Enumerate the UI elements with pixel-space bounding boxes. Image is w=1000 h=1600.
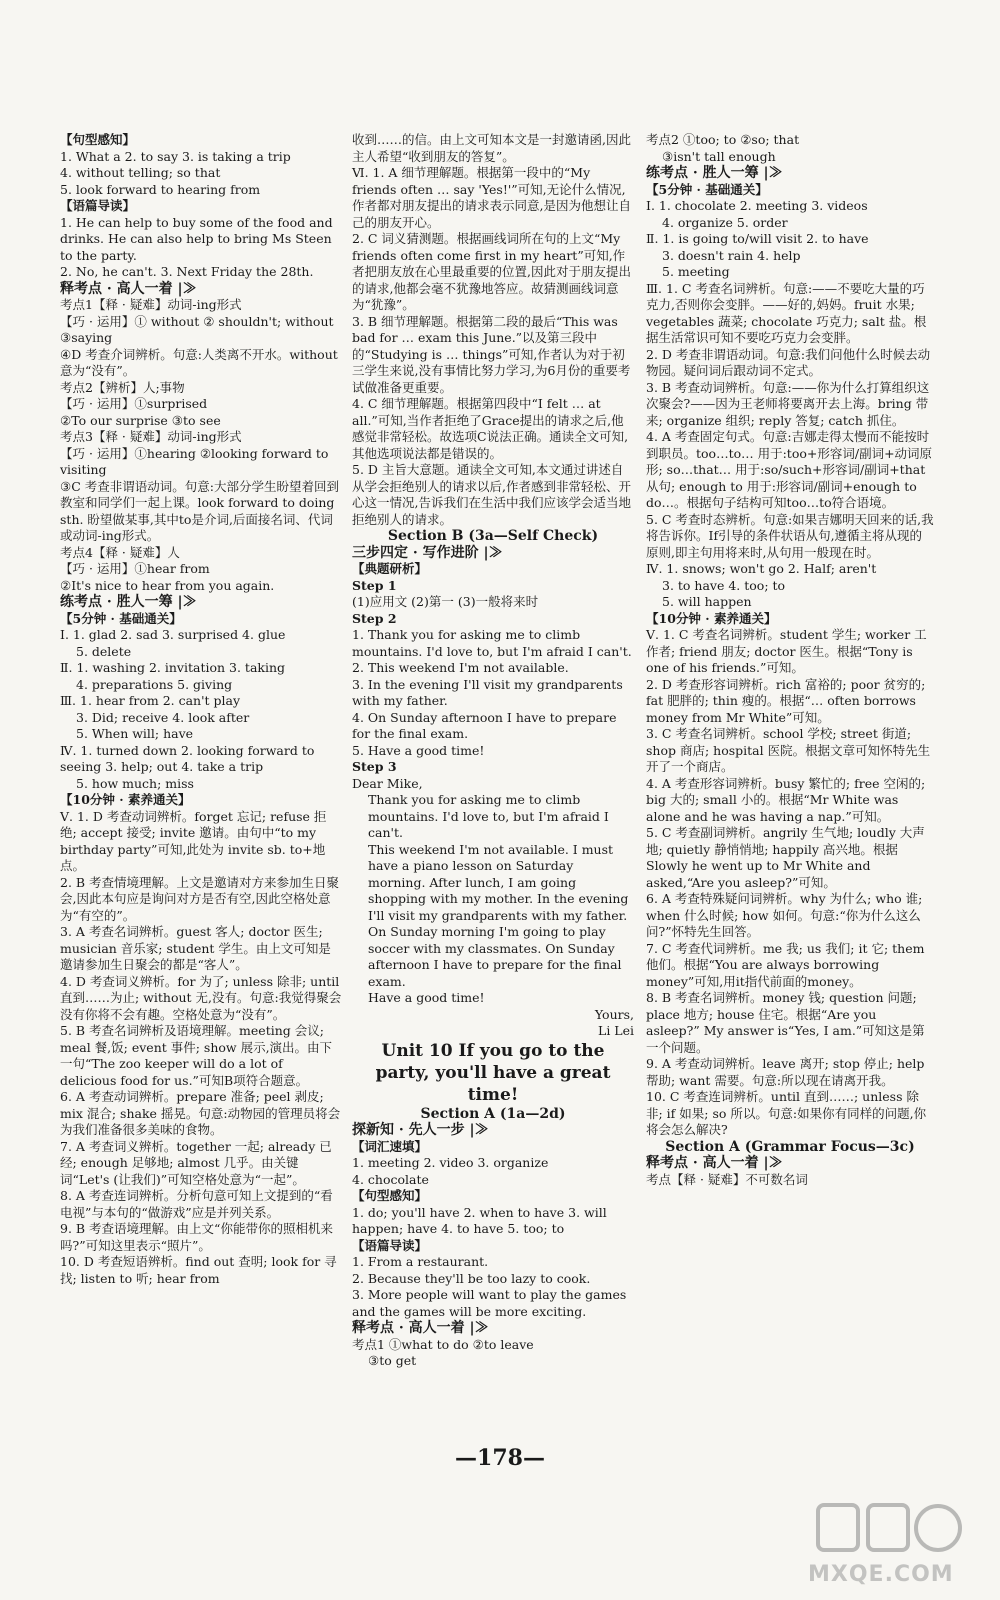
watermark-icon xyxy=(808,1500,968,1560)
col1-line: 5. B 考查名词辨析及语境理解。meeting 会议; meal 餐,饭; event 事件; show 展示,演出。由下一句“The zoo keeper will do a lot of delicious food for us.”可知B项符合题意。 xyxy=(60,1023,333,1088)
col2-line: 5. Have a good time! xyxy=(352,742,485,758)
col1-line: 4. D 考查词义辨析。for 为了; unless 除非; until 直到……为止; without 无,没有。句意:我觉得聚会没有你将不会有趣。空格处意为“没有”。 xyxy=(60,973,342,1022)
col1-line: 2. B 考查情境理解。上文是邀请对方来参加生日聚会,因此本句应是询问对方是否有空,因此空格处意为“有空的”。 xyxy=(60,874,340,923)
col3-line: 4. A 考查形容词辨析。busy 繁忙的; free 空闲的; big 大的; small 小的。根据“Mr White was alone and he was having a nap.”可知。 xyxy=(646,775,926,824)
col3-line: 2. D 考查形容词辨析。rich 富裕的; poor 贫穷的; fat 肥胖的; thin 瘦的。根据“… often borrows money from Mr White”可知。 xyxy=(646,676,926,725)
col2-line: 三步四定 · 写作进阶 |≫ xyxy=(352,544,503,561)
col1-line: 3. Did; receive 4. look after xyxy=(76,709,250,725)
col1-line: 【巧 · 运用】①surprised xyxy=(60,396,208,411)
col3-line: 8. B 考查名词辨析。money 钱; question 问题; place 地方; house 住宅。根据“Are you asleep?” My answer is“Yes, I am.”可知这是第一个问题。 xyxy=(646,990,925,1055)
col1-line: Ⅳ. 1. turned down 2. looking forward to seeing 3. help; out 4. take a trip xyxy=(60,742,315,774)
watermark-logo xyxy=(808,1500,968,1590)
col1-line: 8. A 考查连词辨析。分析句意可知上文提到的“看电视”与本句的“做游戏”应是并列关系。 xyxy=(60,1188,333,1220)
col2-line: 考点1 ①what to do ②to leave xyxy=(352,1336,534,1352)
col3-line: 5. will happen xyxy=(662,594,752,609)
col3-line: ③isn't tall enough xyxy=(662,148,776,164)
col1-line: Ⅱ. 1. washing 2. invitation 3. taking xyxy=(60,660,286,675)
col1-line: ③C 考查非谓语动词。句意:大部分学生盼望着回到教室和同学们一起上课。look forward to doing sth. 盼望做某事,其中to是介词,后面接名词、代词或动词-ing形式。 xyxy=(60,478,339,543)
col1-line: 4. preparations 5. giving xyxy=(76,676,233,692)
col3-line: 7. C 考查代词辨析。me 我; us 我们; it 它; them 他们。根据“You are always borrowing money”可知,用it指代前面的money。 xyxy=(646,940,925,989)
col2-line: 1. Thank you for asking me to climb mountains. I'd love to, but I'm afraid I can't. xyxy=(352,627,632,659)
col1-line: 【句型感知】 xyxy=(60,132,136,147)
col2-line: 探新知 · 先人一步 |≫ xyxy=(352,1122,489,1138)
col1-line: 2. No, he can't. 3. Next Friday the 28th. xyxy=(60,264,314,279)
col1-line: 5. delete xyxy=(76,643,132,659)
col3-line: 考点【释 · 疑难】不可数名词 xyxy=(646,1171,808,1187)
col2-line: 【语篇导读】 xyxy=(352,1237,428,1253)
col3-line: 【5分钟 · 基础通关】 xyxy=(646,181,768,197)
col2-line: 【典题研析】 xyxy=(352,561,428,576)
col2-line: (1)应用文 (2)第一 (3)一般将来时 xyxy=(352,594,539,609)
col1-line: Ⅲ. 1. hear from 2. can't play xyxy=(60,693,241,708)
col2-line: Thank you for asking me to climb mountains. I'd love to, but I'm afraid I can't. xyxy=(368,792,609,840)
col1-line: 7. A 考查词义辨析。together 一起; already 已经; enough 足够地; almost 几乎。由关键词“Let's (让我们)”可知空格处意为“一起”。 xyxy=(60,1138,332,1187)
col2-line: Unit 10 If you go to the party, you'll have a great time! xyxy=(375,1040,611,1105)
col1-line: 【10分钟 · 素养通关】 xyxy=(60,792,191,807)
col1-line: 【5分钟 · 基础通关】 xyxy=(60,610,182,626)
col2-line: Step 1 xyxy=(352,577,397,593)
col1-line: 练考点 · 胜人一筹 |≫ xyxy=(60,594,197,610)
col2-line: 4. On Sunday afternoon I have to prepare for the final exam. xyxy=(352,709,617,741)
col2-line: 【句型感知】 xyxy=(352,1188,428,1203)
col1-line: 6. A 考查动词辨析。prepare 准备; peel 剥皮; mix 混合; shake 摇晃。句意:动物园的管理员将会为我们准备很多美味的食物。 xyxy=(60,1089,341,1137)
col3-line: Ⅲ. 1. C 考查名词辨析。句意:——不要吃大量的巧克力,否则你会变胖。——好的,妈妈。fruit 水果; vegetables 蔬菜; chocolate 巧克力; salt 盐。根据生活常识可知不要吃巧克力会变胖。 xyxy=(646,280,927,345)
col3-line: Ⅰ. 1. chocolate 2. meeting 3. videos xyxy=(646,198,868,213)
column-middle xyxy=(352,132,634,1370)
watermark-text: MXQE.COM xyxy=(808,1562,954,1587)
col2-line: 1. do; you'll have 2. when to have 3. will happen; have 4. to have 5. too; to xyxy=(352,1204,607,1236)
col1-line: 【巧 · 运用】①hearing ②looking forward to visiting xyxy=(60,445,329,477)
col3-line: 练考点 · 胜人一筹 |≫ xyxy=(646,165,783,181)
col2-line: Dear Mike, xyxy=(352,775,423,791)
col2-line: This weekend I'm not available. I must have a piano lesson on Saturday morning. After lunch, I am going shopping with my mother. In the evening I'll visit my grandparents with my father. On Sunday morning I'm going to play soccer with my classmates. On Sunday afternoon I have to prepare for the final exam. xyxy=(368,841,629,989)
col3-line: 9. A 考查动词辨析。leave 离开; stop 停止; help 帮助; want 需要。句意:所以现在请离开我。 xyxy=(646,1056,925,1088)
col2-line: 4. C 细节理解题。根据第四段中“I felt … at all.”可知,当作者拒绝了Grace提出的请求之后,他感觉非常轻松。故选项C说法正确。通读全文可知,其他选项说法都是错误的。 xyxy=(352,396,629,461)
col3-line: 5. C 考查时态辨析。句意:如果吉娜明天回来的话,我将告诉你。If引导的条件状语从句,遵循主将从现的原则,即主句用将来时,从句用一般现在时。 xyxy=(646,511,934,560)
col1-line: Ⅴ. 1. D 考查动词辨析。forget 忘记; refuse 拒绝; accept 接受; invite 邀请。由句中“to my birthday party”可知,此处为 invite sb. to+地点。 xyxy=(60,808,327,873)
col1-line: 1. What a 2. to say 3. is taking a trip xyxy=(60,148,291,164)
col1-line: 【语篇导读】 xyxy=(60,198,136,213)
col2-line: 【词汇速填】 xyxy=(352,1138,428,1154)
col3-line: 【10分钟 · 素养通关】 xyxy=(646,610,777,626)
col1-line: 3. A 考查名词辨析。guest 客人; doctor 医生; musician 音乐家; student 学生。由上文可知是邀请参加生日聚会的都是“客人”。 xyxy=(60,924,331,972)
col3-line: 3. doesn't rain 4. help xyxy=(662,247,801,263)
col3-line: Ⅴ. 1. C 考查名词辨析。student 学生; worker 工作者; friend 朋友; doctor 医生。根据“Tony is one of his friends.”可知。 xyxy=(646,627,927,675)
col1-line: 9. B 考查语境理解。由上文“你能带你的照相机来吗?”可知这里表示“照片”。 xyxy=(60,1221,333,1253)
col2-line: 收到……的信。由上文可知本文是一封邀请函,因此主人希望“收到朋友的答复”。 xyxy=(352,132,631,164)
col3-line: 2. D 考查非谓语动词。句意:我们问他什么时候去动物园。疑问词后跟动词不定式。 xyxy=(646,346,931,378)
col3-line: 6. A 考查特殊疑问词辨析。why 为什么; who 谁; when 什么时候; how 如何。句意:“你为什么这么问?”怀特先生回答。 xyxy=(646,891,923,939)
col2-line: ③to get xyxy=(368,1353,417,1368)
col1-line: 释考点 · 高人一着 |≫ xyxy=(60,280,197,297)
col1-line: ④D 考查介词辨析。句意:人类离不开水。without意为“没有”。 xyxy=(60,346,338,378)
col2-line: Yours, xyxy=(594,1006,634,1022)
col3-line: 考点2 ①too; to ②so; that xyxy=(646,132,800,147)
col1-line: ②It's nice to hear from you again. xyxy=(60,577,275,593)
col1-line: 【巧 · 运用】①hear from xyxy=(60,561,210,576)
col3-line: 5. C 考查副词辨析。angrily 生气地; loudly 大声地; quietly 静悄悄地; happily 高兴地。根据 Slowly he went up to Mr White and asked,“Are you asleep?”可知。 xyxy=(646,825,925,890)
col1-line: 考点1【释 · 疑难】动词-ing形式 xyxy=(60,297,242,312)
col2-line: 2. Because they'll be too lazy to cook. xyxy=(352,1270,591,1286)
col1-line: 10. D 考查短语辨析。find out 查明; look for 寻找; listen to 听; hear from xyxy=(60,1254,337,1286)
col1-line: 【巧 · 运用】① without ② shouldn't; without ③saying xyxy=(60,313,334,345)
col3-line: Ⅳ. 1. snows; won't go 2. Half; aren't xyxy=(646,561,877,576)
col3-line: Ⅱ. 1. is going to/will visit 2. to have xyxy=(646,231,869,246)
col2-line: Have a good time! xyxy=(368,990,485,1005)
page-number: —178— xyxy=(455,1445,545,1471)
col1-line: ②To our surprise ③to see xyxy=(60,412,221,428)
col1-line: Ⅰ. 1. glad 2. sad 3. surprised 4. glue xyxy=(60,627,286,642)
column-right xyxy=(646,132,934,1188)
col1-line: 考点3【释 · 疑难】动词-ing形式 xyxy=(60,429,242,444)
col2-line: Section B (3a—Self Check) xyxy=(387,528,599,544)
col2-line: 4. chocolate xyxy=(352,1171,429,1187)
col2-line: Step 3 xyxy=(352,759,397,774)
column-left xyxy=(60,132,342,1287)
col3-line: 释考点 · 高人一着 |≫ xyxy=(646,1155,783,1171)
col2-line: Ⅵ. 1. A 细节理解题。根据第一段中的“My friends often … say 'Yes!'”可知,无论什么情况,作者都对朋友提出的请求表示同意,是因为他想让自己的朋友开心。 xyxy=(352,165,631,230)
col2-line: Section A (1a—2d) xyxy=(420,1105,566,1122)
col1-line: 考点4【释 · 疑难】人 xyxy=(60,544,180,560)
col3-line: 4. A 考查固定句式。句意:吉娜走得太慢而不能按时到职员。too…to… 用于:too+形容词/副词+动词原形; so…that… 用于:so/such+形容词/副词+that从句; enough to 用于:形容词/副词+enough to do…。根据句子结构可知too…to符合语境。 xyxy=(646,429,933,510)
col2-line: 2. C 词义猜测题。根据画线词所在句的上文“My friends often come first in my heart”可知,作者把朋友放在心里最重要的位置,因此对于朋友提出的请求,他都会毫不犹豫地答应。故猜测画线词意为“犹豫”。 xyxy=(352,231,631,312)
col2-line: 3. More people will want to play the games and the games will be more exciting. xyxy=(352,1287,627,1319)
col2-line: Step 2 xyxy=(352,610,397,626)
col3-line: 3. C 考查名词辨析。school 学校; street 街道; shop 商店; hospital 医院。根据文章可知怀特先生开了一个商店。 xyxy=(646,726,931,774)
col3-line: 4. organize 5. order xyxy=(662,214,788,230)
col2-line: Li Lei xyxy=(598,1023,634,1038)
col2-line: 3. In the evening I'll visit my grandparents with my father. xyxy=(352,676,623,708)
col3-line: 5. meeting xyxy=(662,264,730,279)
col1-line: 5. how much; miss xyxy=(76,775,194,791)
col1-line: 1. He can help to buy some of the food and drinks. He can also help to bring Ms Steen to the party. xyxy=(60,214,333,263)
col1-line: 考点2【辨析】人;事物 xyxy=(60,379,185,395)
col1-line: 5. look forward to hearing from xyxy=(60,181,261,197)
col3-line: 10. C 考查连词辨析。until 直到……; unless 除非; if 如果; so 所以。句意:如果你有同样的问题,你将会怎么解决? xyxy=(646,1089,927,1137)
col2-line: 3. B 细节理解题。根据第二段的最后“This was bad for … exam this June.”以及第三段中的“Studying is … things”可知,作者认为对于初三学生来说,没有事情比努力学习,为6月份的重要考试做准备更重要。 xyxy=(352,313,631,395)
col3-line: 3. B 考查动词辨析。句意:——你为什么打算组织这次聚会?——因为王老师将要离开去上海。bring 带来; organize 组织; reply 答复; catch 抓住。 xyxy=(646,379,930,428)
col1-line: 4. without telling; so that xyxy=(60,165,221,180)
col2-line: 1. meeting 2. video 3. organize xyxy=(352,1155,549,1170)
col2-line: 1. From a restaurant. xyxy=(352,1254,489,1269)
col1-line: 5. When will; have xyxy=(76,726,194,741)
col2-line: 5. D 主旨大意题。通读全文可知,本文通过讲述自从学会拒绝别人的请求以后,作者感到非常轻松、开心这一情况,告诉我们在生活中我们应该学会适当地拒绝别人的请求。 xyxy=(352,462,631,527)
col3-line: Section A (Grammar Focus—3c) xyxy=(665,1138,915,1155)
col2-line: 释考点 · 高人一着 |≫ xyxy=(352,1320,489,1336)
col2-line: 2. This weekend I'm not available. xyxy=(352,660,569,675)
col3-line: 3. to have 4. too; to xyxy=(662,577,786,593)
